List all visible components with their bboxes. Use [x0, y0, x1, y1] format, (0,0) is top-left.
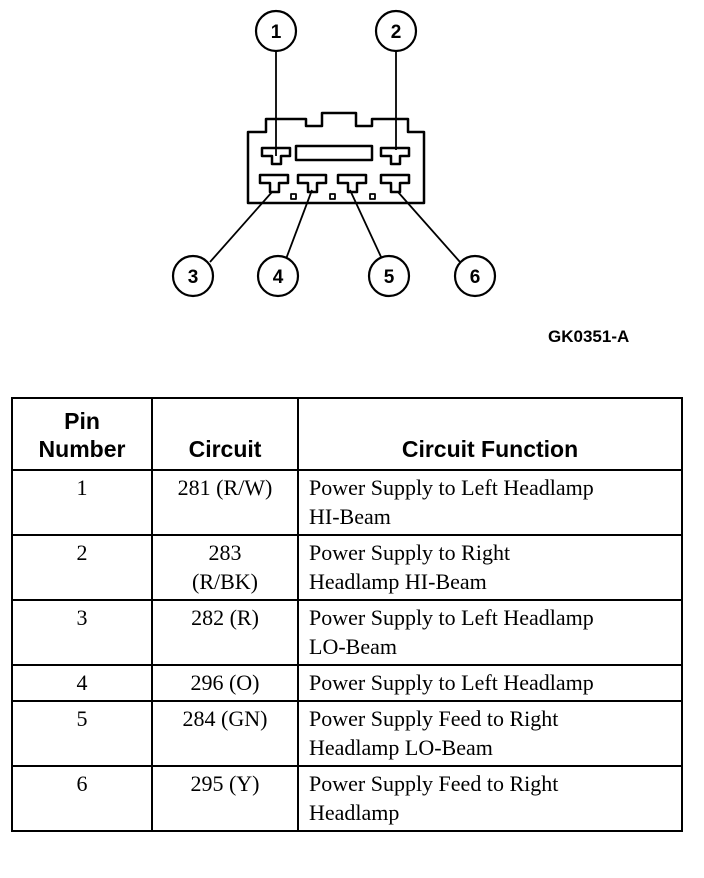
function-cell: Power Supply to Left Headlamp	[298, 665, 682, 701]
pin-cavity-5	[338, 175, 366, 192]
pin-cavity-6	[381, 175, 409, 192]
pin-cell: 3	[12, 600, 152, 665]
table-row	[12, 535, 682, 600]
pin-cavity-3	[260, 175, 288, 192]
header-circuit-function: Circuit Function	[298, 398, 682, 470]
circuit-cell: 282 (R)	[152, 600, 298, 665]
table-row	[12, 470, 682, 535]
function-cell: Power Supply to Left Headlamp HI-Beam	[298, 470, 682, 535]
table-row	[12, 701, 682, 766]
function-cell: Power Supply Feed to Right Headlamp	[298, 766, 682, 831]
circuit-cell: 284 (GN)	[152, 701, 298, 766]
circuit-cell: 296 (O)	[152, 665, 298, 701]
pin-cavity-4	[298, 175, 326, 192]
leader-line-6	[398, 192, 460, 262]
pin-cavity-2	[381, 148, 409, 164]
leader-line-3	[210, 192, 272, 262]
header-circuit: Circuit	[152, 398, 298, 470]
connector-body	[248, 113, 424, 203]
connector-latch	[296, 146, 372, 160]
callout-1: 1	[270, 22, 282, 43]
leader-line-4	[286, 190, 312, 259]
connector-diagram	[0, 0, 704, 360]
circuit-cell: 283 (R/BK)	[152, 535, 298, 600]
table-header-row	[12, 398, 682, 470]
circuit-cell: 295 (Y)	[152, 766, 298, 831]
callout-6: 6	[469, 267, 481, 288]
pin-cell: 5	[12, 701, 152, 766]
callout-5: 5	[383, 267, 395, 288]
table-row	[12, 665, 682, 701]
figure-id: GK0351-A	[548, 327, 630, 346]
table-row	[12, 766, 682, 831]
function-cell: Power Supply to Right Headlamp HI-Beam	[298, 535, 682, 600]
leader-line-5	[350, 190, 382, 259]
pin-cell: 6	[12, 766, 152, 831]
table-row	[12, 600, 682, 665]
callout-2: 2	[390, 22, 402, 43]
header-pin-number: Pin Number	[12, 398, 152, 470]
function-cell: Power Supply to Left Headlamp LO-Beam	[298, 600, 682, 665]
pin-table	[11, 397, 683, 832]
circuit-cell: 281 (R/W)	[152, 470, 298, 535]
callout-4: 4	[272, 267, 284, 288]
callout-3: 3	[187, 267, 199, 288]
pin-cell: 4	[12, 665, 152, 701]
pin-cell: 2	[12, 535, 152, 600]
pin-cell: 1	[12, 470, 152, 535]
function-cell: Power Supply Feed to Right Headlamp LO-Beam	[298, 701, 682, 766]
